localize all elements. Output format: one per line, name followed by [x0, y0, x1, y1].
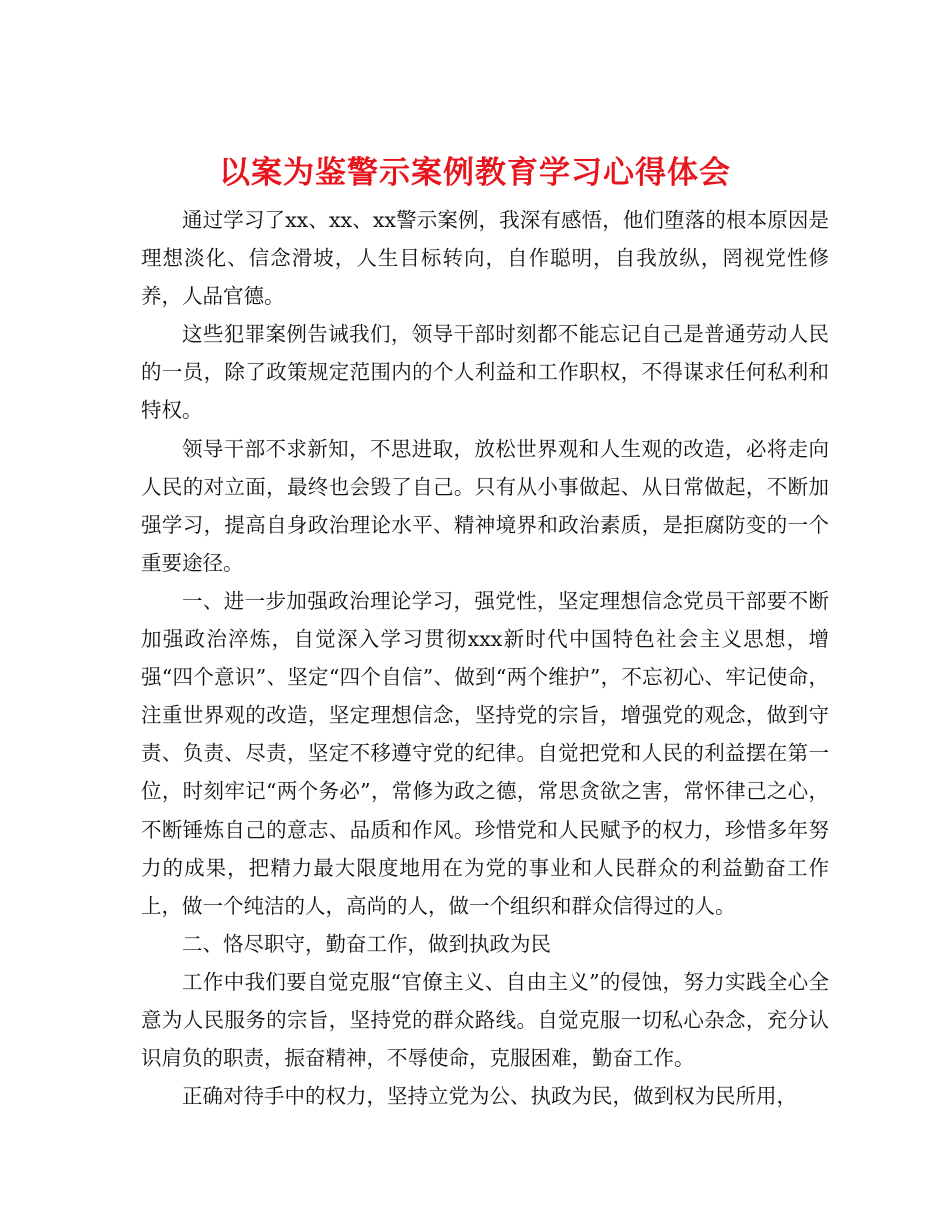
paragraph-7: 正确对待手中的权力，坚持立党为公、执政为民，做到权为民所用， [182, 1084, 797, 1109]
document-title: 以案为鉴警示案例教育学习心得体会 [219, 154, 731, 191]
paragraph-2: 这些犯罪案例告诫我们，领导干部时刻都不能忘记自己是普通劳动人民的一员，除了政策规定范围内的个人利益和工作职权，不得谋求任何私利和特权。 [141, 322, 829, 423]
paragraph-3: 领导干部不求新知，不思进取，放松世界观和人生观的改造，必将走向人民的对立面，最终也会毁了自己。只有从小事做起、从日常做起，不断加强学习，提高自身政治理论水平、精神境界和政治素质，是拒腐防变的一个重要途径。 [141, 436, 829, 575]
document-body [141, 201, 829, 1115]
paragraph-4: 一、进一步加强政治理论学习，强党性，坚定理想信念党员干部要不断加强政治淬炼，自觉深入学习贯彻xxx新时代中国特色社会主义思想，增强“四个意识”、坚定“四个自信”、做到“两个维护”，不忘初心、牢记使命，注重世界观的改造，坚定理想信念，坚持党的宗旨，增强党的观念，做到守责、负责、尽责，坚定不移遵守党的纪律。自觉把党和人民的利益摆在第一位，时刻牢记“两个务必”，常修为政之德，常思贪欲之害，常怀律己之心，不断锤炼自己的意志、品质和作风。珍惜党和人民赋予的权力，珍惜多年努力的成果，把精力最大限度地用在为党的事业和人民群众的利益勤奋工作上，做一个纯洁的人，高尚的人，做一个组织和群众信得过的人。 [141, 588, 829, 918]
section-heading-2: 二、恪尽职守，勤奋工作，做到执政为民 [182, 931, 551, 956]
paragraph-1: 通过学习了xx、xx、xx警示案例，我深有感悟，他们堕落的根本原因是理想淡化、信念滑坡，人生目标转向，自作聪明，自我放纵，罔视党性修养，人品官德。 [141, 208, 829, 309]
paragraph-6: 工作中我们要自觉克服“官僚主义、自由主义”的侵蚀，努力实践全心全意为人民服务的宗旨，坚持党的群众路线。自觉克服一切私心杂念，充分认识肩负的职责，振奋精神，不辱使命，克服困难，勤奋工作。 [141, 969, 829, 1071]
